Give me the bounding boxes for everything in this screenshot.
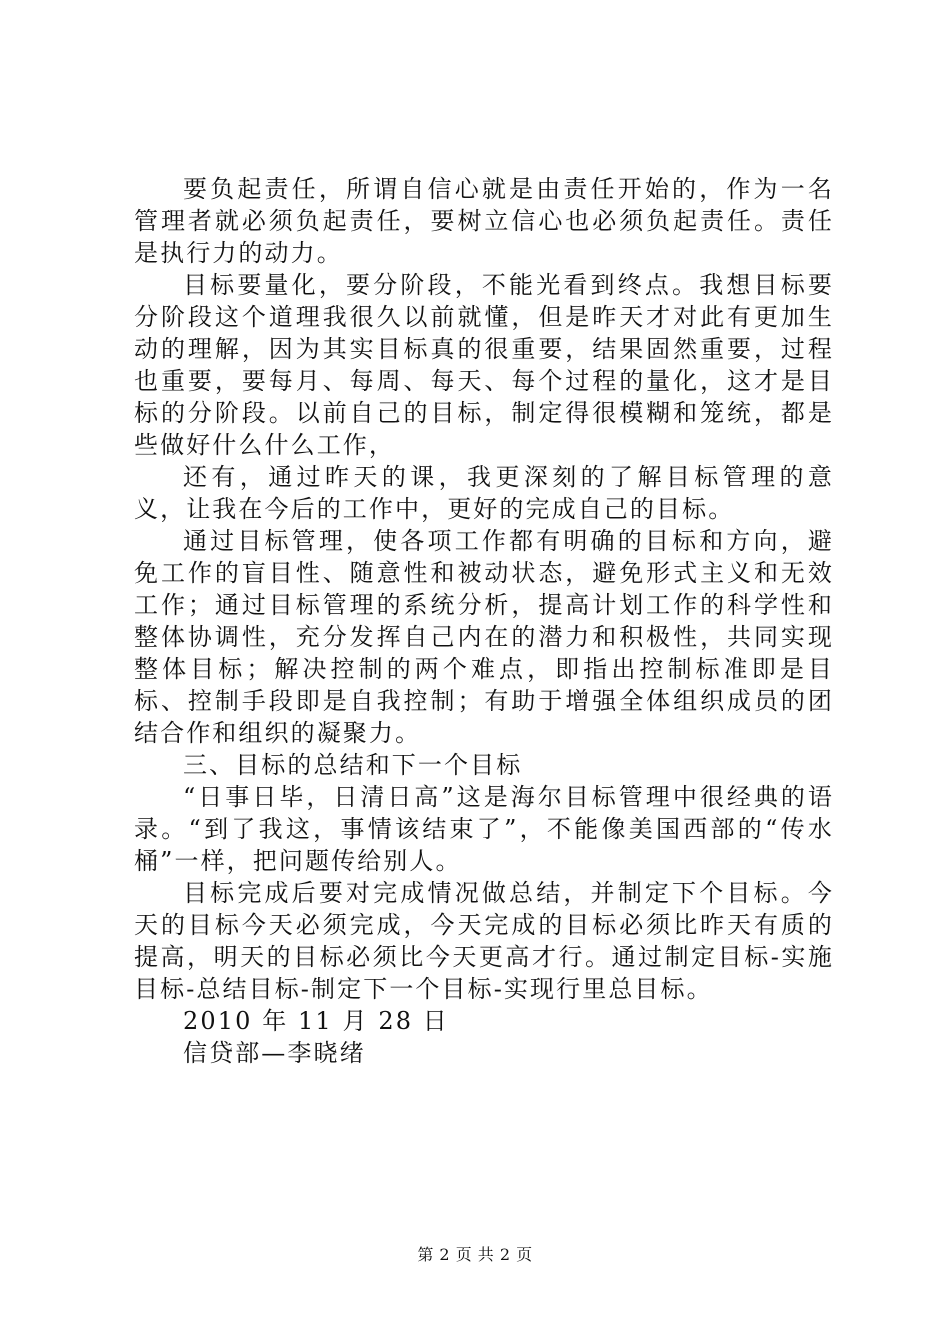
page-footer (0, 1244, 950, 1266)
paragraph-haier-quote: “日事日毕，日清日高”这是海尔目标管理中很经典的语录。“到了我这，事情该结束了”，不能像美国西部的“传水桶”一样，把问题传给别人。 (134, 783, 834, 875)
paragraph-next-goal: 目标完成后要对完成情况做总结，并制定下个目标。今天的目标今天必须完成，今天完成的目标必须比昨天有质的提高，明天的目标必须比今天更高才行。通过制定目标-实施目标-总结目标-制定下一个目标-实现行里总目标。 (134, 879, 834, 1003)
document-date: 2010 年 11 月 28 日 (183, 1007, 449, 1035)
paragraph-goal-management-benefits: 通过目标管理，使各项工作都有明确的目标和方向，避免工作的盲目性、随意性和被动状态，避免形式主义和无效工作；通过目标管理的系统分析，提高计划工作的科学性和整体协调性，充分发挥自己内在的潜力和积极性，共同实现整体目标；解决控制的两个难点，即指出控制标准即是目标、控制手段即是自我控制；有助于增强全体组织成员的团结合作和组织的凝聚力。 (134, 527, 834, 747)
paragraph-responsibility: 要负起责任，所谓自信心就是由责任开始的，作为一名管理者就必须负起责任，要树立信心也必须负起责任。责任是执行力的动力。 (134, 175, 834, 267)
document-body (134, 173, 834, 1069)
paragraph-quantify-goals: 目标要量化，要分阶段，不能光看到终点。我想目标要分阶段这个道理我很久以前就懂，但是昨天才对此有更加生动的理解，因为其实目标真的很重要，结果固然重要，过程也重要，要每月、每周、每天、每个过程的量化，这才是目标的分阶段。以前自己的目标，制定得很模糊和笼统，都是些做好什么什么工作， (134, 271, 834, 459)
page-number-label: 第 2 页 共 2 页 (417, 1245, 533, 1264)
paragraph-lesson-meaning: 还有，通过昨天的课，我更深刻的了解目标管理的意义，让我在今后的工作中，更好的完成自己的目标。 (134, 463, 834, 523)
document-signature: 信贷部—李晓绪 (183, 1039, 366, 1067)
section-heading-summary: 三、目标的总结和下一个目标 (183, 751, 523, 779)
